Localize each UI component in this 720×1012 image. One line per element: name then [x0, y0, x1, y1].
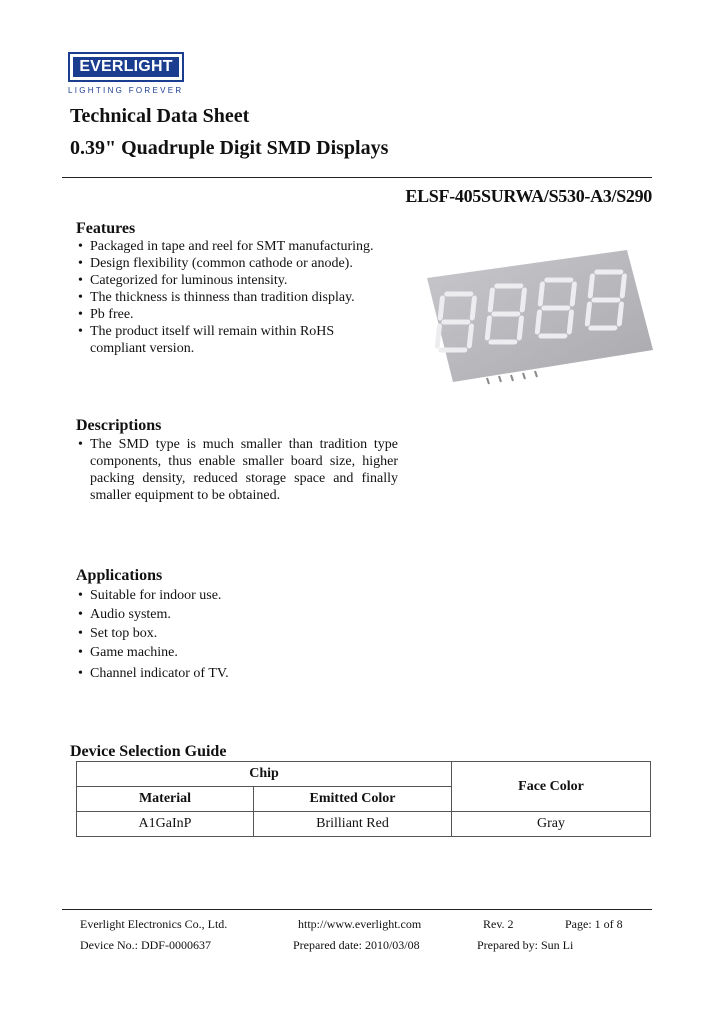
part-number: ELSF-405SURWA/S530-A3/S290 — [405, 186, 652, 206]
application-item: • Audio system. — [76, 606, 406, 623]
table-row — [77, 812, 651, 837]
application-item: • Game machine. — [76, 644, 406, 661]
feature-item: • The product itself will remain within RoHS compliant version. — [76, 323, 352, 357]
feature-item: • Pb free. — [76, 306, 406, 323]
logo-tagline: LIGHTING FOREVER — [68, 86, 184, 95]
everlight-logo — [68, 52, 186, 102]
application-item: • Set top box. — [76, 625, 406, 642]
feature-item: • Categorized for luminous intensity. — [76, 272, 406, 289]
feature-item: • The thickness is thinness than tradition display. — [76, 289, 406, 306]
footer-rev: Rev. 2 — [483, 917, 514, 931]
footer-company: Everlight Electronics Co., Ltd. — [80, 917, 228, 931]
application-item: • Channel indicator of TV. — [76, 665, 406, 682]
feature-item: • Packaged in tape and reel for SMT manufacturing. — [76, 238, 406, 255]
footer-url: http://www.everlight.com — [298, 917, 422, 931]
material-header: Material — [77, 787, 254, 812]
applications-list — [76, 587, 406, 684]
applications-heading: Applications — [76, 567, 163, 584]
table-header-row — [77, 762, 651, 787]
footer-device-no: Device No.: DDF-0000637 — [80, 938, 211, 952]
document-subtitle: 0.39" Quadruple Digit SMD Displays — [70, 137, 389, 159]
header-rule — [62, 177, 652, 178]
logo-brand: EVERLIGHT — [73, 57, 179, 77]
footer-prepared-date: Prepared date: 2010/03/08 — [293, 938, 420, 952]
application-item: • Suitable for indoor use. — [76, 587, 406, 604]
footer-page: Page: 1 of 8 — [565, 917, 623, 931]
footer-prepared-by: Prepared by: Sun Li — [477, 938, 574, 952]
face-color-cell: Gray — [452, 812, 651, 837]
emitted-color-cell: Brilliant Red — [254, 812, 452, 837]
descriptions-heading: Descriptions — [76, 417, 162, 434]
device-guide-heading: Device Selection Guide — [70, 743, 227, 760]
logo-box — [68, 52, 184, 82]
face-color-header: Face Color — [452, 762, 651, 812]
device-selection-table — [76, 761, 651, 837]
material-cell: A1GaInP — [77, 812, 254, 837]
display-product-image — [427, 250, 653, 385]
descriptions-text: • The SMD type is much smaller than tradition type components, thus enable smaller board size, higher packing density, reduced storage space and finally smaller equipment to be obtained. — [76, 436, 398, 504]
feature-item: • Design flexibility (common cathode or anode). — [76, 255, 406, 272]
footer-rule — [62, 909, 652, 910]
features-heading: Features — [76, 220, 136, 237]
document-title: Technical Data Sheet — [70, 105, 250, 127]
emitted-color-header: Emitted Color — [254, 787, 452, 812]
features-list — [76, 238, 406, 357]
chip-header: Chip — [77, 762, 452, 787]
